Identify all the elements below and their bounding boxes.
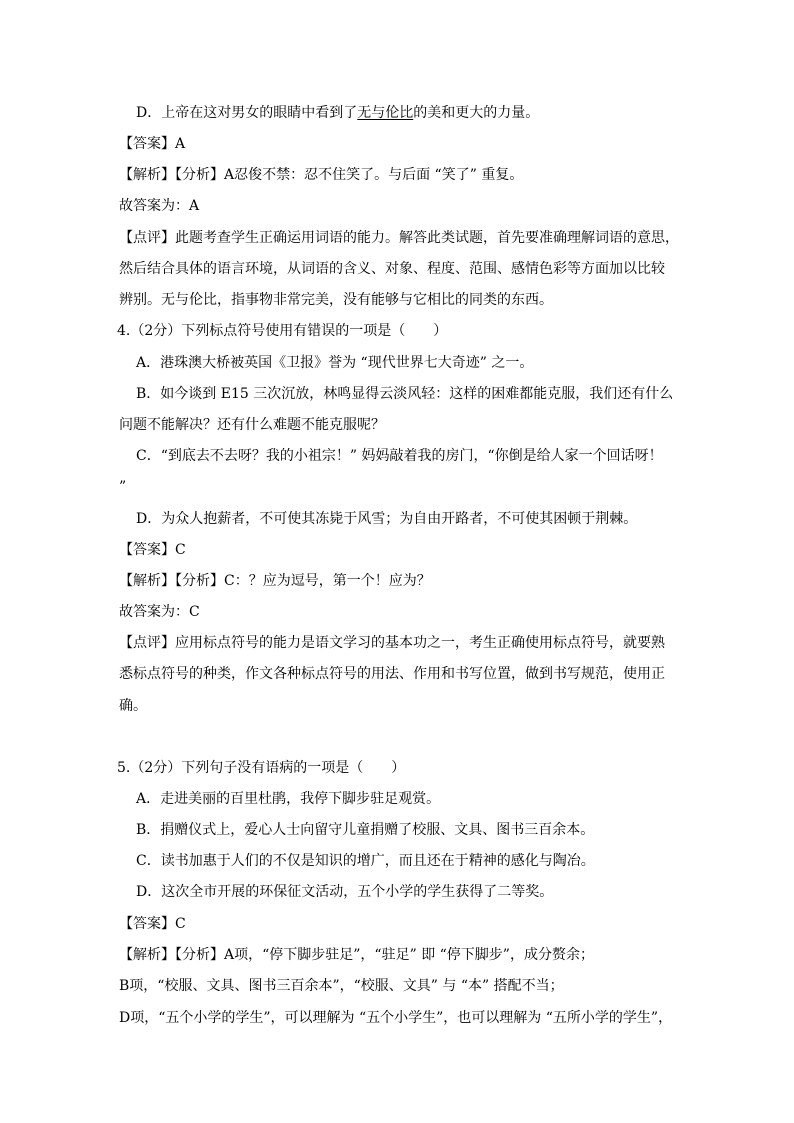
q4-analysis: 【解析】【分析】C：？应为逗号，第一个！应为？ — [119, 573, 431, 589]
q4-option-c: C．“到底去不去呀？我的小祖宗！” 妈妈敲着我的房门，“你倒是给人家一个回话呀！ — [136, 448, 663, 464]
q4-option-b-cont: 问题不能解决？还有什么难题不能克服呢？ — [119, 417, 385, 433]
q4-question: 4.（2分）下列标点符号使用有错误的一项是（ ） — [117, 323, 448, 339]
q4-option-d: D．为众人抱薪者，不可使其冻毙于风雪；为自由开路者，不可使其困顿于荆棘。 — [136, 511, 638, 527]
q3-conclusion: 故答案为：A — [119, 198, 200, 214]
q5-option-b: B．捐赠仪式上，爱心人士向留守儿童捐赠了校服、文具、图书三百余本。 — [136, 822, 595, 838]
q4-option-b: B．如今谈到 E15 三次沉放，林鸣显得云淡风轻：这样的困难都能克服，我们还有什么 — [136, 386, 674, 402]
q5-analysis-line: 【解析】【分析】A项，“停下脚步驻足”，“驻足” 即 “停下脚步”，成分赘余； — [119, 947, 594, 963]
underlined-term: 无与伦比 — [357, 105, 414, 121]
q5-option-d: D．这次全市开展的环保征文活动，五个小学的学生获得了二等奖。 — [136, 884, 554, 900]
q5-option-c: C．读书加惠于人们的不仅是知识的增广，而且还在于精神的感化与陶冶。 — [136, 853, 595, 869]
q5-question: 5.（2分）下列句子没有语病的一项是（ ） — [117, 760, 406, 776]
q3-answer: 【答案】A — [119, 136, 186, 152]
q4-comment-line: 悉标点符号的种类，作文各种标点符号的用法、作用和书写位置，做到书写规范，使用正 — [119, 666, 665, 682]
q4-comment-line: 确。 — [119, 698, 147, 714]
q4-answer: 【答案】C — [119, 542, 186, 558]
q5-option-a: A．走进美丽的百里杜鹃，我停下脚步驻足观赏。 — [136, 791, 441, 807]
q3-comment-line: 辨别。无与伦比，指事物非常完美，没有能够与它相比的同类的东西。 — [119, 292, 553, 308]
q4-conclusion: 故答案为：C — [119, 604, 200, 620]
q4-option-c-cont: ” — [119, 479, 127, 495]
q3-comment-line: 然后结合具体的语言环境，从词语的含义、对象、程度、范围、感情色彩等方面加以比较 — [119, 261, 665, 277]
q5-analysis-line: B项，“校服、文具、图书三百余本”，“校服、文具” 与 “本” 搭配不当； — [119, 978, 564, 994]
q3-option-d: D．上帝在这对男女的眼睛中看到了无与伦比的美和更大的力量。 — [136, 105, 540, 121]
q4-option-a: A．港珠澳大桥被英国《卫报》誉为 “现代世界七大奇迹” 之一。 — [136, 355, 534, 371]
q5-analysis-line: D项，“五个小学的学生”，可以理解为 “五个小学生”，也可以理解为 “五所小学的学生”， — [119, 1010, 673, 1026]
q3-comment-line: 【点评】此题考查学生正确运用词语的能力。解答此类试题，首先要准确理解词语的意思， — [119, 230, 679, 246]
q5-answer: 【答案】C — [119, 916, 186, 932]
q3-analysis: 【解析】【分析】A忍俊不禁：忍不住笑了。与后面 “笑了” 重复。 — [119, 167, 524, 183]
q4-comment-line: 【点评】应用标点符号的能力是语文学习的基本功之一，考生正确使用标点符号，就要熟 — [119, 635, 665, 651]
